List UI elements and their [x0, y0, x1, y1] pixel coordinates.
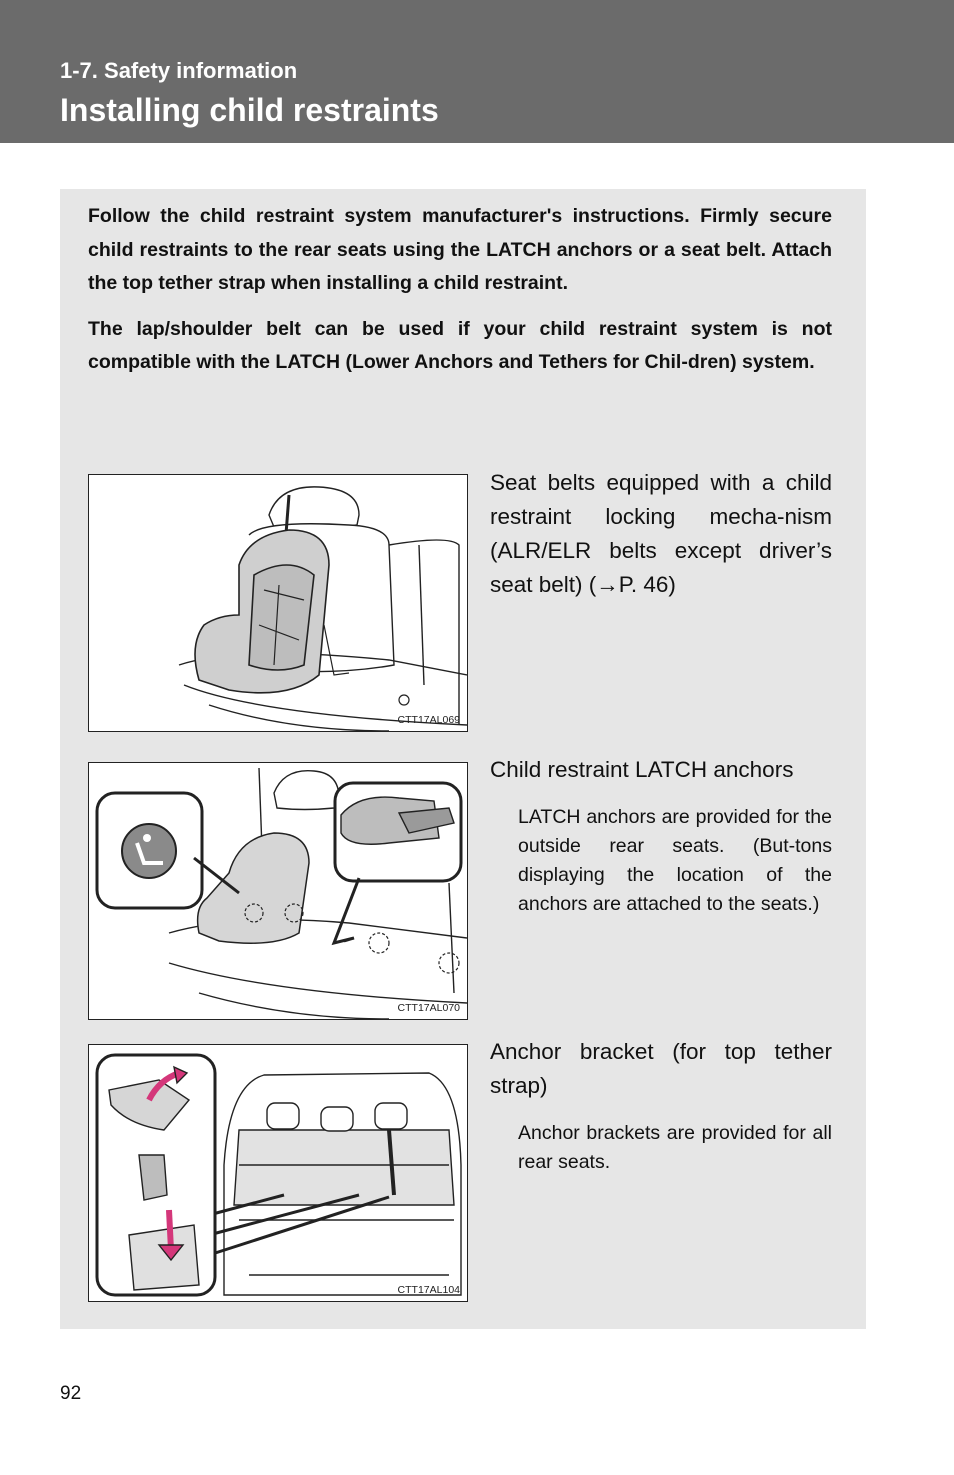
- figure-seat-belt-child-seat: [88, 474, 468, 732]
- child-seat-illustration: [89, 475, 467, 731]
- page-header: [0, 0, 954, 143]
- section-description-anchor-bracket: Anchor brackets are provided for all rear seats.: [518, 1122, 832, 1173]
- page-number: 92: [60, 1383, 82, 1404]
- section-heading-latch-anchors: Child restraint LATCH anchors: [490, 757, 794, 782]
- figure-code: CTT17AL070: [397, 1002, 460, 1014]
- child-seat-symbol-icon: [122, 824, 176, 878]
- figure-anchor-bracket: [88, 1044, 468, 1302]
- intro-paragraph-2: The lap/shoulder belt can be used if your child restraint system is not compatible with the LATCH (Lower Anchors and Tethers for Chil-dren) system.: [88, 317, 832, 374]
- anchor-bracket-illustration: [89, 1045, 467, 1303]
- figure-latch-anchors: [88, 762, 468, 1020]
- intro-text: [88, 200, 832, 392]
- page-title: Installing child restraints: [60, 92, 439, 128]
- latch-anchors-illustration: [89, 763, 467, 1019]
- figure-code: CTT17AL104: [397, 1284, 460, 1296]
- figure-code: CTT17AL069: [397, 714, 460, 726]
- section-heading-anchor-bracket: Anchor bracket (for top tether strap): [490, 1039, 832, 1098]
- section-description-latch-anchors: LATCH anchors are provided for the outside rear seats. (But-tons displaying the location of the anchors are attached to the seats.): [518, 806, 832, 915]
- section-label: 1-7. Safety information: [60, 58, 298, 83]
- section-heading-seat-belts: Seat belts equipped with a child restraint locking mecha-nism (ALR/ELR belts except driver’s seat belt) (→P. 46): [490, 470, 832, 597]
- intro-paragraph-1: Follow the child restraint system manufacturer's instructions. Firmly secure child restraints to the rear seats using the LATCH anchors or a seat belt. Attach the top tether strap when installing a child restraint.: [88, 205, 832, 295]
